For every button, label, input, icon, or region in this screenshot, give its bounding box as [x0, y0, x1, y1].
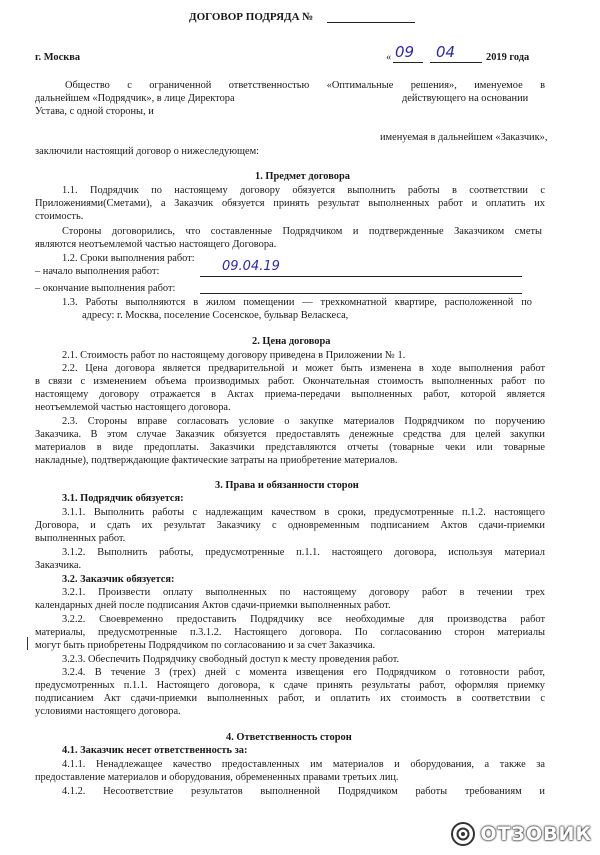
p-1-1-line-1: 1.1. Подрядчик по настоящему договору обязуется выполнить работы в соответствии с [62, 185, 545, 196]
date-month-line [430, 62, 482, 63]
p-3-2-4-line-4: условиями настоящего договора. [35, 706, 181, 717]
preamble-line-5: заключили настоящий договор о нижеследующем: [35, 146, 260, 157]
preamble-line-3: Устава, с одной стороны, и [35, 106, 154, 117]
p-3-1-1-line-1: 3.1.1. Выполнить работы с надлежащим качеством в сроки, предусмотренные п.1.2. настоящего [62, 507, 545, 518]
section-3-heading: 3. Права и обязанности сторон [215, 480, 359, 491]
watermark-text: ОТЗОВИК [480, 823, 592, 845]
p-4-1-1-line-1: 4.1.1. Ненадлежащее качество предоставленных им материалов и оборудования, а также за [62, 759, 545, 770]
p-3-2-2-line-2: материалы, предусмотренные п.3.1.2. Настоящего договора. По согласованию сторон материалы [35, 627, 545, 638]
p-2-3-line-3: материалов в виде предоплаты. Заказчики представляются отчеты (товарные чеки или товарные [35, 442, 545, 453]
start-line [200, 276, 522, 277]
start-label: – начало выполнения работ: [35, 266, 160, 277]
p-1-3-line-1: 1.3. Работы выполняются в жилом помещении — трехкомнатной квартире, расположенной по [62, 297, 532, 308]
date-day: 09 [395, 43, 415, 61]
p-3-2-4-line-1: 3.2.4. В течение 3 (трех) дней с момента извещения его Подрядчиком о готовности работ, [62, 667, 545, 678]
h-3-1: 3.1. Подрядчик обязуется: [62, 493, 184, 504]
p-2-3-line-4: накладные), подтверждающие фактические затраты на приобретение материалов. [35, 455, 398, 466]
p-sides-line-2: являются неотъемлемой частью настоящего Договора. [35, 239, 277, 250]
section-4-heading: 4. Ответственность сторон [226, 732, 352, 743]
h-4-1: 4.1. Заказчик несет ответственность за: [62, 745, 248, 756]
p-2-2-line-1: 2.2. Цена договора является предварительной и может быть изменена в ходе выполнения работ [62, 363, 545, 374]
p-3-2-2-line-1: 3.2.2. Своевременно предоставить Подрядчику все необходимые для производства работ [62, 614, 545, 625]
preamble-line-4: именуемая в дальнейшем «Заказчик», [380, 132, 548, 143]
p-3-2-2-line-3: могут быть приобретены Подрядчиком по согласованию и за счет Заказчика. [35, 640, 376, 651]
contract-number-line [327, 22, 415, 23]
margin-mark [27, 637, 28, 650]
p-2-2-line-3: настоящему договору отражается в Актах приема-передачи выполненных работ, которой является [35, 389, 545, 400]
p-2-2-line-4: неотъемлемой частью настоящего договора. [35, 402, 231, 413]
end-label: – окончание выполнения работ: [35, 283, 176, 294]
p-3-1-1-line-2: Договора, и сдать их результат Заказчику с одновременным подписанием Актов сдачи-приемки [35, 520, 545, 531]
section-1-heading: 1. Предмет договора [255, 171, 350, 182]
p-2-3-line-2: Заказчика. В этом случае Заказчик обязуется предоставлять денежные средства для целей закупки [35, 429, 545, 440]
p-3-2-1-line-2: календарных дней после подписания Актов сдачи-приемки выполненных работ. [35, 600, 391, 611]
p-3-2-4-line-2: предусмотренных п.1.1. Настоящего договора, к сдаче принять результаты работ, оформляя приемку [35, 680, 545, 691]
h-3-2: 3.2. Заказчик обязуется: [62, 574, 175, 585]
p-3-1-2-line-2: Заказчика. [35, 560, 82, 571]
preamble-line-2b: действующего на основании [402, 93, 529, 104]
section-2-heading: 2. Цена договора [252, 336, 331, 347]
p-2-3-line-1: 2.3. Стороны вправе согласовать условие о закупке материалов Подрядчиком по поручению [62, 416, 545, 427]
p-3-1-1-line-3: выполненных работ. [35, 533, 126, 544]
p-1-1-line-3: стоимость. [35, 211, 84, 222]
end-line [200, 293, 522, 294]
date-month: 04 [436, 43, 456, 61]
otzovik-logo-icon [450, 821, 476, 847]
city: г. Москва [35, 52, 81, 63]
p-3-2-4-line-3: подписанием Акт сдачи-приемки выполненных работ, и оплатить их стоимость в соответствии с [35, 693, 545, 704]
date-quote-open: « [386, 52, 392, 63]
p-4-1-1-line-2: предоставление материалов и оборудования, обремененных правами третьих лиц. [35, 772, 399, 783]
p-2-1: 2.1. Стоимость работ по настоящему договору приведена в Приложении № 1. [62, 350, 406, 361]
date-day-line [393, 62, 423, 63]
p-sides-line-1: Стороны договорились, что составленные Подрядчиком и подтвержденные Заказчиком сметы [62, 226, 542, 237]
p-3-2-3: 3.2.3. Обеспечить Подрядчику свободный доступ к месту проведения работ. [62, 654, 400, 665]
p-1-2: 1.2. Сроки выполнения работ: [62, 253, 195, 264]
preamble-line-2a: дальнейшем «Подрядчик», в лице Директора [35, 93, 235, 104]
start-value: 09.04.19 [222, 259, 280, 274]
p-3-2-1-line-1: 3.2.1. Произвести оплату выполненных по настоящему договору работ в течении трех [62, 587, 545, 598]
otzovik-watermark [450, 821, 592, 847]
contract-title: ДОГОВОР ПОДРЯДА № [189, 11, 314, 23]
p-1-1-line-2: Приложениями(Сметами), а Заказчик обязуется принять результат выполненных работ и оплатить их [35, 198, 545, 209]
p-2-2-line-2: в связи с изменением объема производимых работ. Окончательная стоимость выполненных работ по [35, 376, 545, 387]
p-1-3-line-2: адресу: г. Москва, поселение Сосенское, бульвар Веласкеса, [82, 310, 349, 321]
preamble-line-1: Общество с ограниченной ответственностью «Оптимальные решения», именуемое в [65, 80, 545, 91]
date-year: 2019 года [486, 52, 530, 63]
p-4-1-2-line-1: 4.1.2. Несоответствие результатов выполненной Подрядчиком работы требованиям и [62, 786, 545, 797]
p-3-1-2-line-1: 3.1.2. Выполнить работы, предусмотренные п.1.1. настоящего договора, используя материал [62, 547, 545, 558]
